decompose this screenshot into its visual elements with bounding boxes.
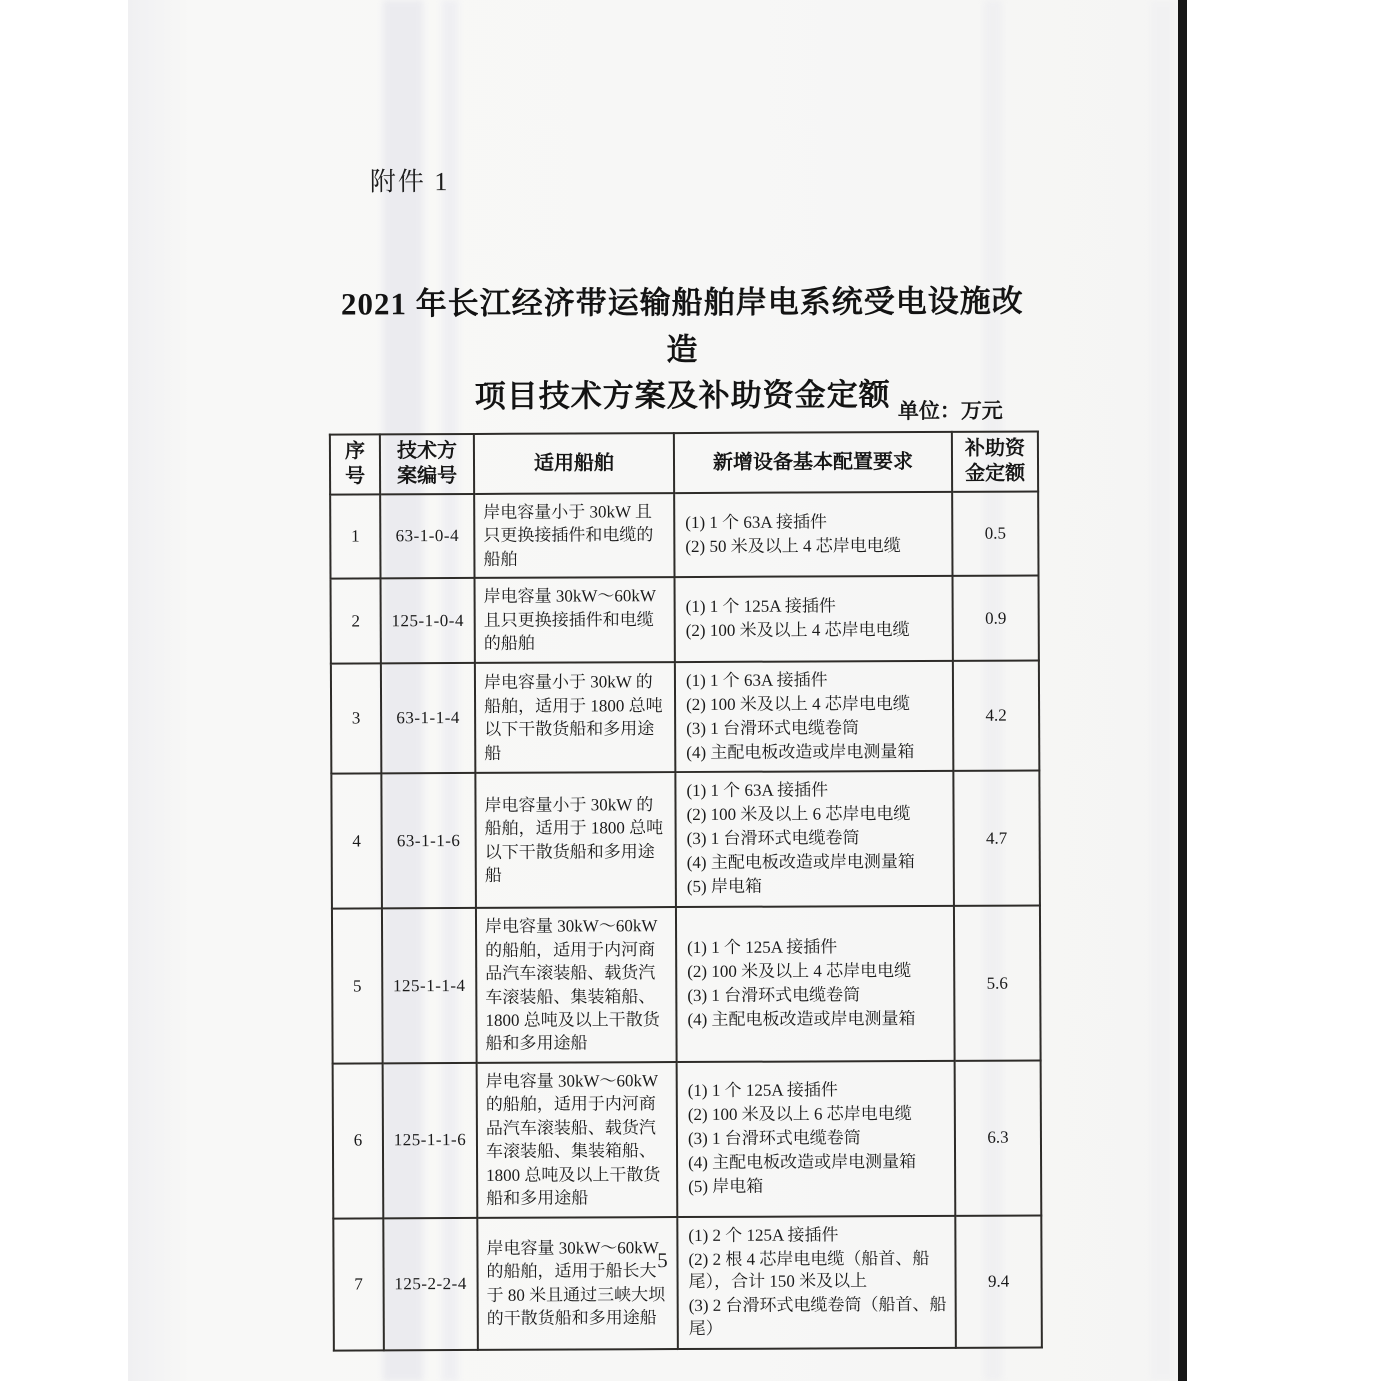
equipment-item: (5) 岸电箱 <box>688 1176 764 1196</box>
cell-applicable-ships: 岸电容量小于 30kW 且只更换接插件和电缆的船舶 <box>474 493 674 578</box>
equipment-item: (1) 1 个 125A 接插件 <box>685 596 836 617</box>
document-title-line-1: 2021 年长江经济带运输船舶岸电系统受电设施改造 <box>340 283 1024 367</box>
cell-scheme-code: 125-1-0-4 <box>381 578 475 663</box>
table-row <box>331 771 1040 909</box>
column-header: 适用船舶 <box>474 433 674 494</box>
equipment-item: (4) 主配电板改造或岸电测量箱 <box>686 852 915 873</box>
equipment-item: (3) 2 台滑环式电缆卷筒（船首、船尾） <box>688 1295 947 1339</box>
cell-subsidy-amount: 9.4 <box>955 1215 1042 1348</box>
cell-applicable-ships: 岸电容量小于 30kW 的船舶，适用于 1800 总吨以下干散货船和多用途船 <box>475 773 676 909</box>
equipment-item: (3) 1 台滑环式电缆卷筒 <box>686 717 860 738</box>
cell-index: 3 <box>331 663 381 774</box>
equipment-item: (2) 100 米及以上 6 芯岸电电缆 <box>687 1103 912 1124</box>
equipment-item: (5) 岸电箱 <box>686 876 762 897</box>
equipment-item: (3) 1 台滑环式电缆卷筒 <box>686 828 860 849</box>
document-title-line-2: 项目技术方案及补助资金定额 <box>474 377 891 414</box>
cell-subsidy-amount: 5.6 <box>954 906 1041 1061</box>
unit-label: 单位：万元 <box>897 398 1003 424</box>
cell-scheme-code: 125-2-2-4 <box>383 1218 478 1351</box>
subsidy-table <box>329 430 1043 1351</box>
equipment-item: (1) 1 个 125A 接插件 <box>687 937 838 958</box>
column-header: 新增设备基本配置要求 <box>674 432 952 493</box>
equipment-item: (3) 1 台滑环式电缆卷筒 <box>687 1128 861 1148</box>
equipment-item: (2) 100 米及以上 4 芯岸电电缆 <box>686 693 910 714</box>
cell-subsidy-amount: 4.2 <box>953 660 1039 771</box>
column-header: 序号 <box>330 434 380 494</box>
equipment-item: (2) 100 米及以上 6 芯岸电电缆 <box>686 804 911 825</box>
cell-equipment-requirements <box>675 661 953 773</box>
cell-subsidy-amount: 0.9 <box>953 576 1039 661</box>
cell-scheme-code: 125-1-1-4 <box>382 908 477 1063</box>
equipment-item: (3) 1 台滑环式电缆卷筒 <box>687 985 861 1006</box>
cell-index: 7 <box>333 1218 384 1351</box>
cell-equipment-requirements <box>675 576 953 662</box>
table-row <box>330 491 1038 578</box>
cell-scheme-code: 125-1-1-6 <box>383 1063 478 1218</box>
cell-scheme-code: 63-1-1-6 <box>381 773 476 908</box>
equipment-item: (4) 主配电板改造或岸电测量箱 <box>686 741 915 762</box>
cell-applicable-ships: 岸电容量小于 30kW 的船舶，适用于 1800 总吨以下干散货船和多用途船 <box>475 662 675 774</box>
cell-applicable-ships: 岸电容量 30kW～60kW 且只更换接插件和电缆的船舶 <box>475 577 675 662</box>
cell-scheme-code: 63-1-0-4 <box>380 494 474 579</box>
header-row <box>330 431 1038 494</box>
cell-subsidy-amount: 4.7 <box>953 771 1040 906</box>
table-row <box>331 576 1039 663</box>
equipment-item: (1) 1 个 63A 接插件 <box>686 780 829 801</box>
column-header: 技术方案编号 <box>380 434 474 494</box>
cell-equipment-requirements <box>677 1061 956 1217</box>
cell-equipment-requirements <box>676 906 955 1062</box>
equipment-item: (4) 主配电板改造或岸电测量箱 <box>688 1151 917 1172</box>
cell-index: 5 <box>332 909 383 1064</box>
column-header: 补助资金定额 <box>952 431 1038 491</box>
table-row <box>333 1215 1042 1351</box>
equipment-item: (2) 50 米及以上 4 芯岸电电缆 <box>685 535 901 556</box>
equipment-item: (1) 1 个 125A 接插件 <box>687 1080 838 1100</box>
cell-applicable-ships: 岸电容量 30kW～60kW 的船舶，适用于内河商品汽车滚装船、载货汽车滚装船、集装箱船、1800 总吨及以上干散货船和多用途船 <box>476 907 677 1063</box>
cell-equipment-requirements <box>674 492 952 578</box>
equipment-item: (1) 1 个 63A 接插件 <box>685 512 827 532</box>
cell-equipment-requirements <box>677 1215 956 1349</box>
attachment-label: 附件 1 <box>369 167 450 197</box>
table-row <box>331 660 1039 774</box>
page-number: 5 <box>657 1248 668 1273</box>
cell-subsidy-amount: 0.5 <box>952 491 1038 576</box>
cell-applicable-ships: 岸电容量 30kW～60kW 的船舶，适用于内河商品汽车滚装船、载货汽车滚装船、集装箱船、1800 总吨及以上干散货船和多用途船 <box>477 1062 678 1218</box>
cell-subsidy-amount: 6.3 <box>955 1060 1042 1215</box>
equipment-item: (2) 2 根 4 芯岸电电缆（船首、船尾），合计 150 米及以上 <box>688 1248 930 1292</box>
equipment-item: (1) 1 个 63A 接插件 <box>685 670 828 690</box>
equipment-item: (2) 100 米及以上 4 芯岸电电缆 <box>685 620 910 641</box>
cell-index: 6 <box>333 1063 384 1218</box>
table-body <box>330 491 1042 1350</box>
cell-equipment-requirements <box>675 771 954 907</box>
cell-index: 4 <box>331 774 382 909</box>
cell-index: 1 <box>330 494 380 579</box>
equipment-item: (4) 主配电板改造或岸电测量箱 <box>687 1008 916 1029</box>
cell-index: 2 <box>331 579 381 664</box>
equipment-item: (2) 100 米及以上 4 芯岸电电缆 <box>687 961 912 982</box>
cell-scheme-code: 63-1-1-4 <box>381 663 475 774</box>
table-row <box>332 906 1041 1064</box>
equipment-item: (1) 2 个 125A 接插件 <box>688 1224 839 1245</box>
cell-applicable-ships: 岸电容量 30kW～60kW 的船舶，适用于船长大于 80 米且通过三峡大坝的干散货船和多用途船 <box>477 1217 678 1351</box>
table-row <box>333 1060 1042 1218</box>
